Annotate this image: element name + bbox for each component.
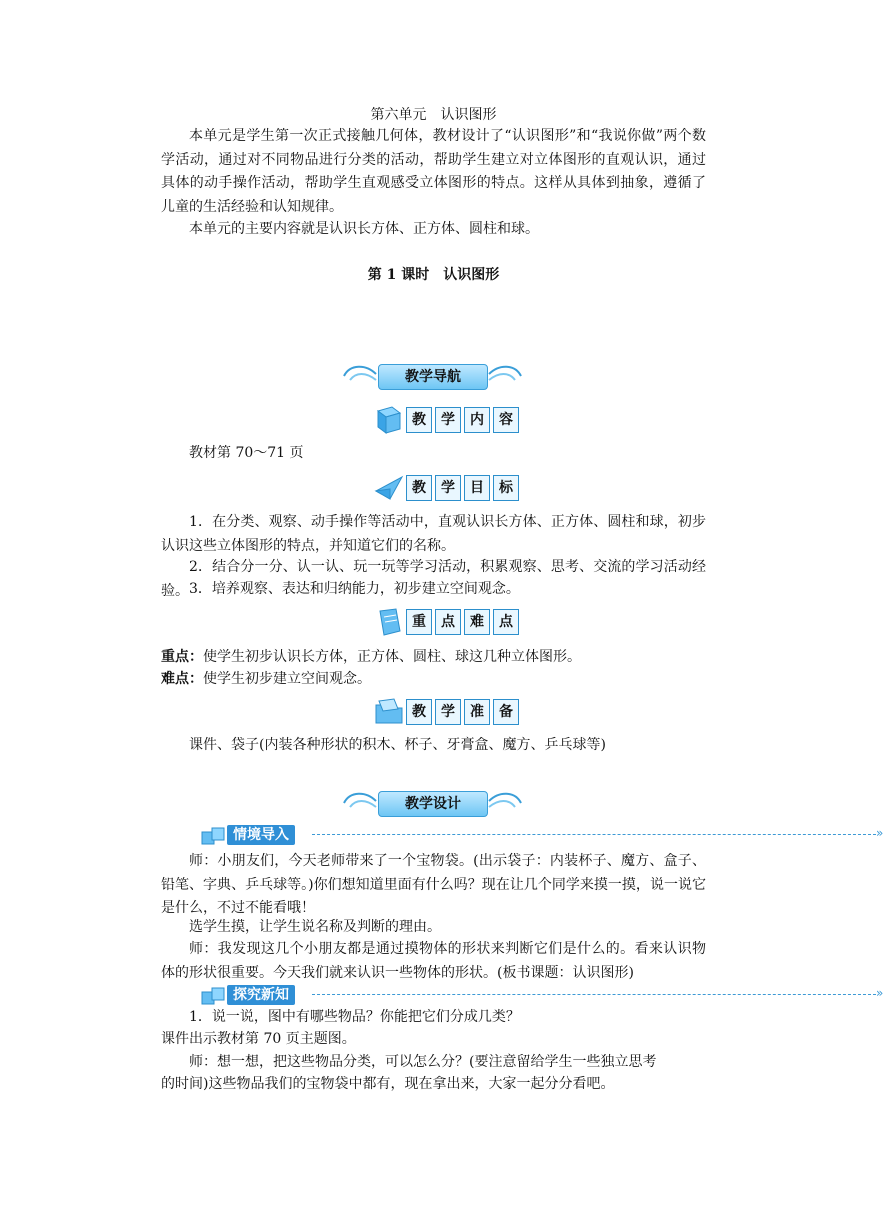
- badge-char: 学: [435, 699, 461, 725]
- intro-dialog-3: 师：我发现这几个小朋友都是通过摸物体的形状来判断它们是什么的。看来认识物体的形状很重要。今天我们就来认识一些物体的形状。(板书课题：认识图形): [161, 941, 706, 981]
- badge-char: 准: [464, 699, 490, 725]
- dashed-line: [312, 834, 876, 835]
- badge-char: 标: [493, 475, 519, 501]
- badge-char: 容: [493, 407, 519, 433]
- difficult-text: 使学生初步建立空间观念。: [203, 671, 371, 687]
- ribbon-label: 教学设计: [378, 791, 488, 817]
- ribbon-teaching-nav: [340, 362, 525, 390]
- content-text: 教材第 70～71 页: [189, 445, 304, 461]
- explore-line-3: 师：想一想，把这些物品分类，可以怎么分？(要注意留给学生一些独立思考: [189, 1054, 657, 1070]
- badge-char: 学: [435, 407, 461, 433]
- badge-char: 目: [464, 475, 490, 501]
- prep-text: 课件、袋子(内装各种形状的积木、杯子、牙膏盒、魔方、乒乓球等): [189, 737, 606, 753]
- folder-icon: [374, 697, 404, 727]
- blocks-icon: [200, 824, 228, 848]
- badge-char: 学: [435, 475, 461, 501]
- chevron-right-icon: »: [876, 826, 883, 840]
- badge-char: 难: [464, 609, 490, 635]
- key-label: 重点：: [161, 649, 203, 665]
- tab-label: 探究新知: [227, 985, 295, 1005]
- intro-dialog-1: 师：小朋友们，今天老师带来了一个宝物袋。(出示袋子：内装杯子、魔方、盒子、铅笔、字典、乒乓球等。)你们想知道里面有什么吗？现在让几个同学来摸一摸，说一说它是什么，不过不能看哦！: [161, 853, 706, 916]
- key-point: [161, 646, 706, 670]
- goal-2: 2．结合分一分、认一认、玩一玩等学习活动，积累观察、思考、交流的学习活动经验。: [161, 559, 706, 599]
- badge-char: 教: [406, 475, 432, 501]
- dashed-line: [312, 994, 876, 995]
- paper-plane-icon: [374, 473, 404, 503]
- chevron-right-icon: »: [876, 986, 883, 1000]
- tab-explore-new: [200, 984, 883, 1008]
- intro-dialog-2: 选学生摸，让学生说名称及判断的理由。: [189, 919, 441, 935]
- explore-line-4: 的时间)这些物品我们的宝物袋中都有，现在拿出来，大家一起分分看吧。: [161, 1076, 615, 1092]
- difficult-label: 难点：: [161, 671, 203, 687]
- unit-title: 第六单元 认识图形: [370, 107, 497, 123]
- ribbon-teaching-design: [340, 789, 525, 817]
- badge-char: 点: [493, 609, 519, 635]
- blocks-icon: [200, 984, 228, 1008]
- goal-3: 3．培养观察、表达和归纳能力，初步建立空间观念。: [189, 581, 520, 597]
- key-text: 使学生初步认识长方体，正方体、圆柱、球这几种立体图形。: [203, 649, 581, 665]
- badge-char: 内: [464, 407, 490, 433]
- badge-char: 备: [493, 699, 519, 725]
- explore-line-1: 1．说一说，图中有哪些物品？你能把它们分成几类？: [189, 1009, 520, 1025]
- badge-char: 教: [406, 699, 432, 725]
- book-icon: [374, 405, 404, 435]
- tab-label: 情境导入: [227, 825, 295, 845]
- badge-char: 点: [435, 609, 461, 635]
- lesson-title: 第 1 课时 认识图形: [367, 267, 500, 283]
- badge-char: 重: [406, 609, 432, 635]
- difficult-point: [161, 668, 706, 692]
- notebook-icon: [374, 607, 404, 637]
- explore-line-2: 课件出示教材第 70 页主题图。: [161, 1031, 356, 1047]
- badge-char: 教: [406, 407, 432, 433]
- goal-1: 1．在分类、观察、动手操作等活动中，直观认识长方体、正方体、圆柱和球，初步认识这些立体图形的特点，并知道它们的名称。: [161, 514, 706, 554]
- intro-paragraph-2: 本单元的主要内容就是认识长方体、正方体、圆柱和球。: [189, 221, 539, 237]
- intro-paragraph-1: 本单元是学生第一次正式接触几何体，教材设计了“认识图形”和“我说你做”两个数学活动，通过对不同物品进行分类的活动，帮助学生建立对立体图形的直观认识，通过具体的动手操作活动，帮助学生直观感受立体图形的特点。这样从具体到抽象，遵循了儿童的生活经验和认知规律。: [161, 128, 706, 215]
- tab-scenario-intro: [200, 824, 883, 848]
- ribbon-label: 教学导航: [378, 364, 488, 390]
